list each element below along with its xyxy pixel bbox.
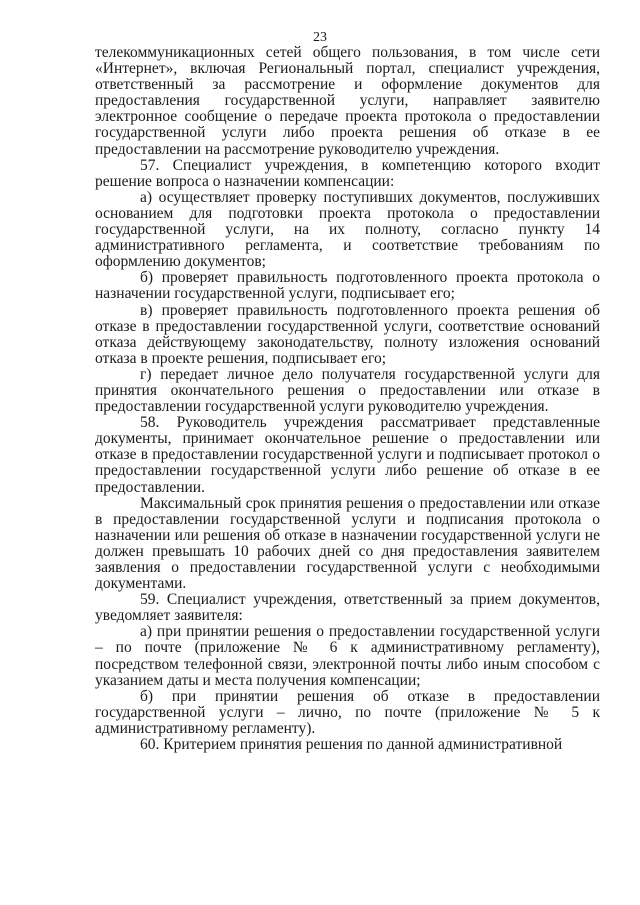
paragraph-continuation: телекоммуникационных сетей общего пользования, в том числе сети «Интернет», включая Региональный портал, специалист учреждения, ответственный за рассмотрение и оформление документов для предоставления государственной услуги, направляет заявителю электронное сообщение о передаче проекта протокола о предоставлении государственной услуги либо проекта решения об отказе в ее предоставлении на рассмотрение руководителю учреждения. <box>95 44 600 158</box>
paragraph-57-b: б) проверяет правильность подготовленного проекта протокола о назначении государственной услуги, подписывает его; <box>95 269 600 303</box>
paragraph-57-a: а) осуществляет проверку поступивших документов, послуживших основанием для подготовки проекта протокола о предоставлении государственной услуги, на их полноту, согласно пункту 14 административного регламента, и соответствие требованиям по оформлению документов; <box>95 188 600 271</box>
paragraph-57: 57. Специалист учреждения, в компетенцию которого входит решение вопроса о назначении компенсации: <box>95 156 600 190</box>
page-number: 23 <box>313 30 327 45</box>
paragraph-59-a: а) при принятии решения о предоставлении государственной услуги – по почте (приложение № 6 к административному регламенту), посредством телефонной связи, электронной почты либо иным способом с указанием даты и места получения компенсации; <box>95 623 600 689</box>
paragraph-59: 59. Специалист учреждения, ответственный за прием документов, уведомляет заявителя: <box>95 591 600 625</box>
document-body <box>95 45 600 753</box>
paragraph-58: 58. Руководитель учреждения рассматривает представленные документы, принимает окончательное решение о предоставлении или отказе в предоставлении государственной услуги и подписывает протокол о предоставлении государственной услуги либо решение об отказе в ее предоставлении. <box>95 414 600 496</box>
paragraph-59-b: б) при принятии решения об отказе в предоставлении государственной услуги – лично, по почте (приложение № 5 к административному регламенту). <box>95 687 600 737</box>
paragraph-57-v: в) проверяет правильность подготовленного проекта решения об отказе в предоставлении государственной услуги, соответствие оснований отказа действующему законодательству, полноту изложения оснований отказа в проекте решения, подписывает его; <box>95 301 600 367</box>
paragraph-60: 60. Критерием принятия решения по данной административной <box>140 736 563 754</box>
paragraph-max-term: Максимальный срок принятия решения о предоставлении или отказе в предоставлении государственной услуги и подписания протокола о назначении или решения об отказе в назначении государственной услуги не должен превышать 10 рабочих дней со дня предоставления заявителем заявления о предоставлении государственной услуги с необходимыми документами. <box>95 494 600 593</box>
paragraph-57-g: г) передает личное дело получателя государственной услуги для принятия окончательного решения о предоставлении или отказе в предоставлении государственной услуги руководителю учреждения. <box>95 365 600 416</box>
